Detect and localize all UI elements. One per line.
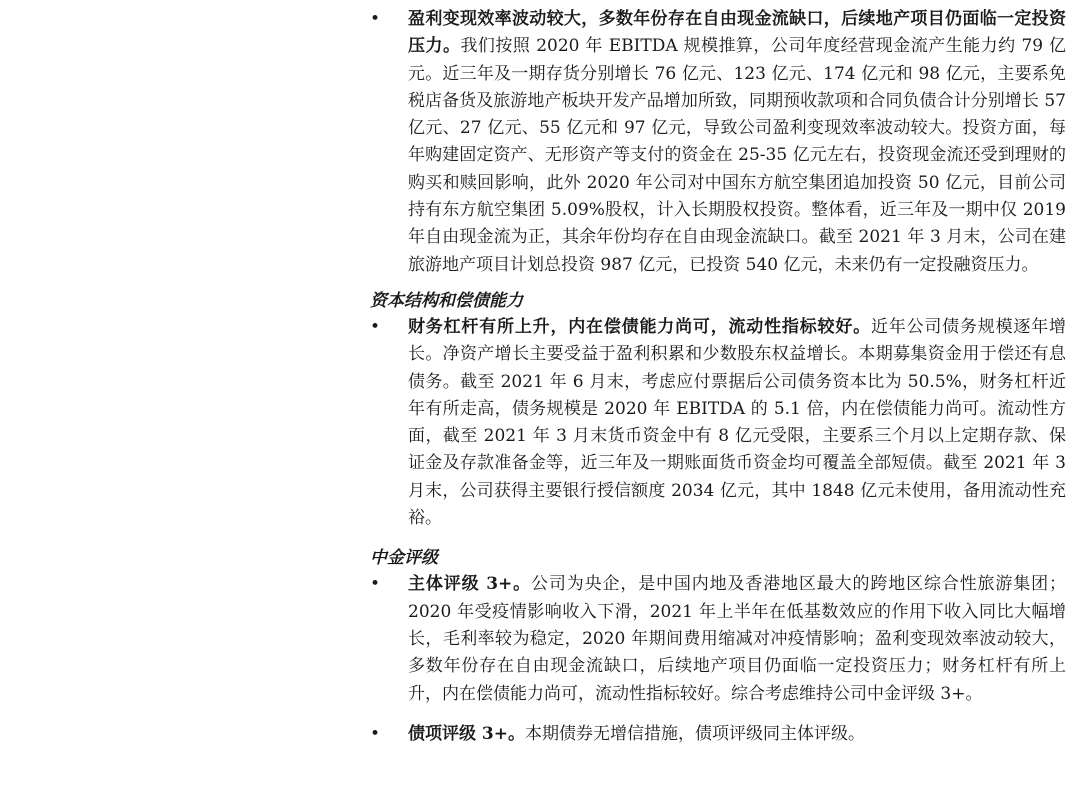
bullet-lead: 财务杠杆有所上升，内在偿债能力尚可，流动性指标较好。 <box>408 316 871 337</box>
bullet-capital-structure <box>370 314 1070 532</box>
bullet-body: 我们按照 2020 年 EBITDA 规模推算，公司年度经营现金流产生能力约 79 亿元。近三年及一期存货分别增长 76 亿元、123 亿元、174 亿元和 98 亿元，主要系免税店备货及旅游地产板块开发产品增加所致，同期预收款项和合同负债合计分别增长 57 亿元、27 亿元、55 亿元和 97 亿元，导致公司盈利变现效率波动较大。投资方面，每年购建固定资产、无形资产等支付的资金在 25-35 亿元左右，投资现金流还受到理财的购买和赎回影响，此外 2020 年公司对中国东方航空集团追加投资 50 亿元，目前公司持有东方航空集团 5.09%股权，计入长期股权投资。整体看，近三年及一期中仅 2019 年自由现金流为正，其余年份均存在自由现金流缺口。截至 2021 年 3 月末，公司在建旅游地产项目计划总投资 987 亿元，已投资 540 亿元，未来仍有一定投融资压力。 <box>408 36 1066 275</box>
bullet-marker: • <box>370 316 381 337</box>
section-heading-rating: 中金评级 <box>370 548 438 569</box>
document-content <box>370 6 1070 748</box>
bullet-issuer-rating <box>370 571 1070 707</box>
bullet-lead: 债项评级 3+。 <box>408 723 525 744</box>
bullet-text <box>408 571 1066 707</box>
bullet-bond-rating <box>370 721 1070 748</box>
bullet-lead: 盈利变现效率波动较大，多数年份存在自由现金流缺口，后续地产项目仍面临一定投资压力。 <box>408 9 1066 57</box>
bullet-marker: • <box>370 723 381 744</box>
bullet-lead: 主体评级 3+。 <box>408 574 532 595</box>
section-heading-capital-structure: 资本结构和偿债能力 <box>370 290 523 311</box>
bullet-text <box>408 6 1066 279</box>
bullet-body: 本期债券无增信措施，债项评级同主体评级。 <box>525 723 865 744</box>
bullet-text <box>408 721 1066 748</box>
bullet-profitability <box>370 6 1070 279</box>
bullet-body: 近年公司债务规模逐年增长。净资产增长主要受益于盈利积累和少数股东权益增长。本期募集资金用于偿还有息债务。截至 2021 年 6 月末，考虑应付票据后公司债务资本比为 50.5%，财务杠杆近年有所走高，债务规模是 2020 年 EBITDA 的 5.1 倍，内在偿债能力尚可。流动性方面，截至 2021 年 3 月末货币资金中有 8 亿元受限，主要系三个月以上定期存款、保证金及存款准备金等，近三年及一期账面货币资金均可覆盖全部短债。截至 2021 年 3 月末，公司获得主要银行授信额度 2034 亿元，其中 1848 亿元未使用，备用流动性充裕。 <box>408 316 1067 529</box>
bullet-body: 公司为央企，是中国内地及香港地区最大的跨地区综合性旅游集团；2020 年受疫情影响收入下滑，2021 年上半年在低基数效应的作用下收入同比大幅增长，毛利率较为稳定，2020 年期间费用缩减对冲疫情影响；盈利变现效率波动较大，多数年份存在自由现金流缺口，后续地产项目仍面临一定投资压力；财务杠杆有所上升，内在偿债能力尚可，流动性指标较好。综合考虑维持公司中金评级 3+。 <box>408 574 1067 704</box>
bullet-marker: • <box>370 9 381 29</box>
bullet-marker: • <box>370 574 381 595</box>
bullet-text <box>408 314 1066 532</box>
